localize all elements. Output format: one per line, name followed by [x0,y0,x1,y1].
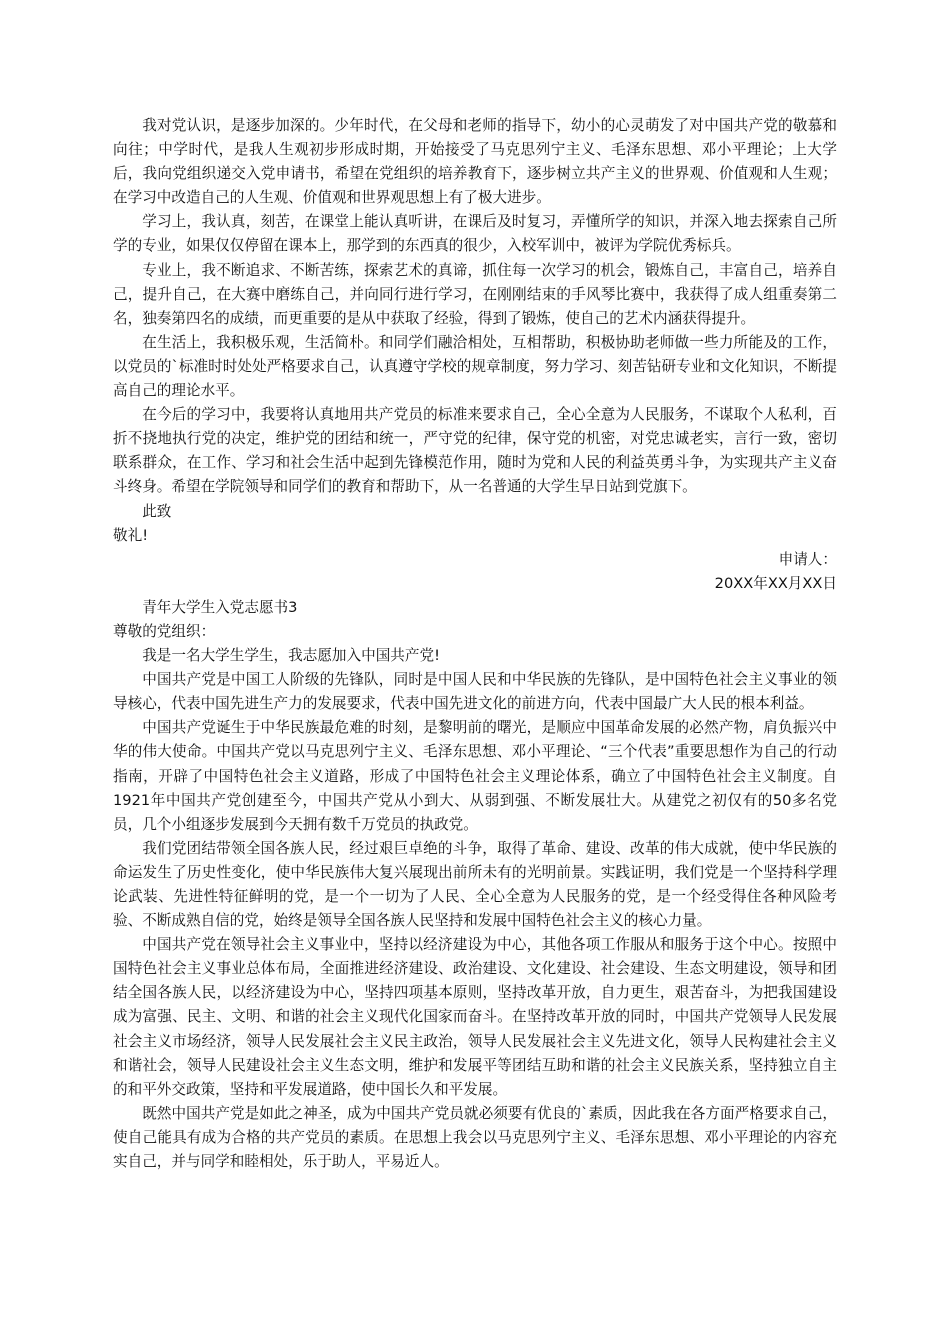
paragraph-5: 在今后的学习中，我要将认真地用共产党员的标准来要求自己，全心全意为人民服务，不谋取个人私利，百折不挠地执行党的决定，维护党的团结和统一，严守党的纪律，保守党的机密，对党忠诚老实，言行一致，密切联系群众，在工作、学习和社会生活中起到先锋模范作用，随时为党和人民的利益英勇斗争，为实现共产主义奋斗终身。希望在学院领导和同学们的教育和帮助下，从一名普通的大学生早日站到党旗下。 [113,406,837,496]
paragraph-2: 学习上，我认真，刻苦，在课堂上能认真听讲，在课后及时复习，弄懂所学的知识，并深入地去探索自己所学的专业，如果仅仅停留在课本上，那学到的东西真的很少，入校军训中，被评为学院优秀标兵。 [113,213,837,255]
paragraph-4: 在生活上，我积极乐观，生活简朴。和同学们融洽相处，互相帮助，积极协助老师做一些力所能及的工作，以党员的`标准时时处处严格要求自己，认真遵守学校的规章制度，努力学习、刻苦钻研专业和文化知识，不断提高自己的理论水平。 [113,333,837,400]
salutation: 尊敬的党组织： [113,622,216,640]
paragraph-6: 我是一名大学生学生，我志愿加入中国共产党! [142,647,440,665]
paragraph-1: 我对党认识，是逐步加深的。少年时代，在父母和老师的指导下，幼小的心灵萌发了对中国共产党的敬慕和向往；中学时代，是我人生观初步形成时期，开始接受了马克思列宁主义、毛泽东思想、邓小平理论；上大学后，我向党组织递交入党申请书，希望在党组织的培养教育下，逐步树立共产主义的世界观、价值观和人生观；在学习中改造自己的人生观、价值观和世界观思想上有了极大进步。 [113,117,837,207]
document-page [113,114,837,1174]
date-line: 20XX年XX月XX日 [714,574,837,592]
paragraph-11: 既然中国共产党是如此之神圣，成为中国共产党员就必须要有优良的`素质，因此我在各方面严格要求自己，使自己能具有成为合格的共产党员的素质。在思想上我会以马克思列宁主义、毛泽东思想、邓小平理论的内容充实自己，并与同学和睦相处，乐于助人，平易近人。 [113,1104,837,1171]
applicant-label: 申请人： [778,550,837,568]
paragraph-9: 我们党团结带领全国各族人民，经过艰巨卓绝的斗争，取得了革命、建设、改革的伟大成就，使中华民族的命运发生了历史性变化，使中华民族伟大复兴展现出前所未有的光明前景。实践证明，我们党是一个坚持科学理论武装、先进性特征鲜明的党，是一个一切为了人民、全心全意为人民服务的党，是一个经受得住各种风险考验、不断成熟自信的党，始终是领导全国各族人民坚持和发展中国特色社会主义的核心力量。 [113,839,837,930]
paragraph-8: 中国共产党诞生于中华民族最危难的时刻，是黎明前的曙光，是顺应中国革命发展的必然产物，肩负振兴中华的伟大使命。中国共产党以马克思列宁主义、毛泽东思想、邓小平理论、“三个代表”重要思想作为自己的行动指南，开辟了中国特色社会主义道路，形成了中国特色社会主义理论体系，确立了中国特色社会主义制度。自1921年中国共产党创建至今，中国共产党从小到大、从弱到强、不断发展壮大。从建党之初仅有的50多名党员，几个小组逐步发展到今天拥有数千万党员的执政党。 [113,719,837,833]
closing-phrase: 此致 [142,502,172,520]
salute: 敬礼! [113,526,149,544]
paragraph-7: 中国共产党是中国工人阶级的先锋队，同时是中国人民和中华民族的先锋队，是中国特色社会主义事业的领导核心，代表中国先进生产力的发展要求，代表中国先进文化的前进方向，代表中国最广大人民的根本利益。 [113,671,837,713]
paragraph-3: 专业上，我不断追求、不断苦练，探索艺术的真谛，抓住每一次学习的机会，锻炼自己，丰富自己，培养自己，提升自己，在大赛中磨练自己，并向同行进行学习，在刚刚结束的手风琴比赛中，我获得了成人组重奏第二名，独奏第四名的成绩，而更重要的是从中获取了经验，得到了锻炼，使自己的艺术内涵获得提升。 [113,261,837,327]
section-title: 青年大学生入党志愿书3 [142,598,298,616]
paragraph-10: 中国共产党在领导社会主义事业中，坚持以经济建设为中心，其他各项工作服从和服务于这个中心。按照中国特色社会主义事业总体布局，全面推进经济建设、政治建设、文化建设、社会建设、生态文明建设，领导和团结全国各族人民，以经济建设为中心，坚持四项基本原则，坚持改革开放，自力更生，艰苦奋斗，为把我国建设成为富强、民主、文明、和谐的社会主义现代化国家而奋斗。在坚持改革开放的同时，中国共产党领导人民发展社会主义市场经济，领导人民发展社会主义民主政治，领导人民发展社会主义先进文化，领导人民构建社会主义和谐社会，领导人民建设社会主义生态文明，维护和发展平等团结互助和谐的社会主义民族关系，坚持独立自主的和平外交政策，坚持和平发展道路，使中国长久和平发展。 [113,936,837,1098]
